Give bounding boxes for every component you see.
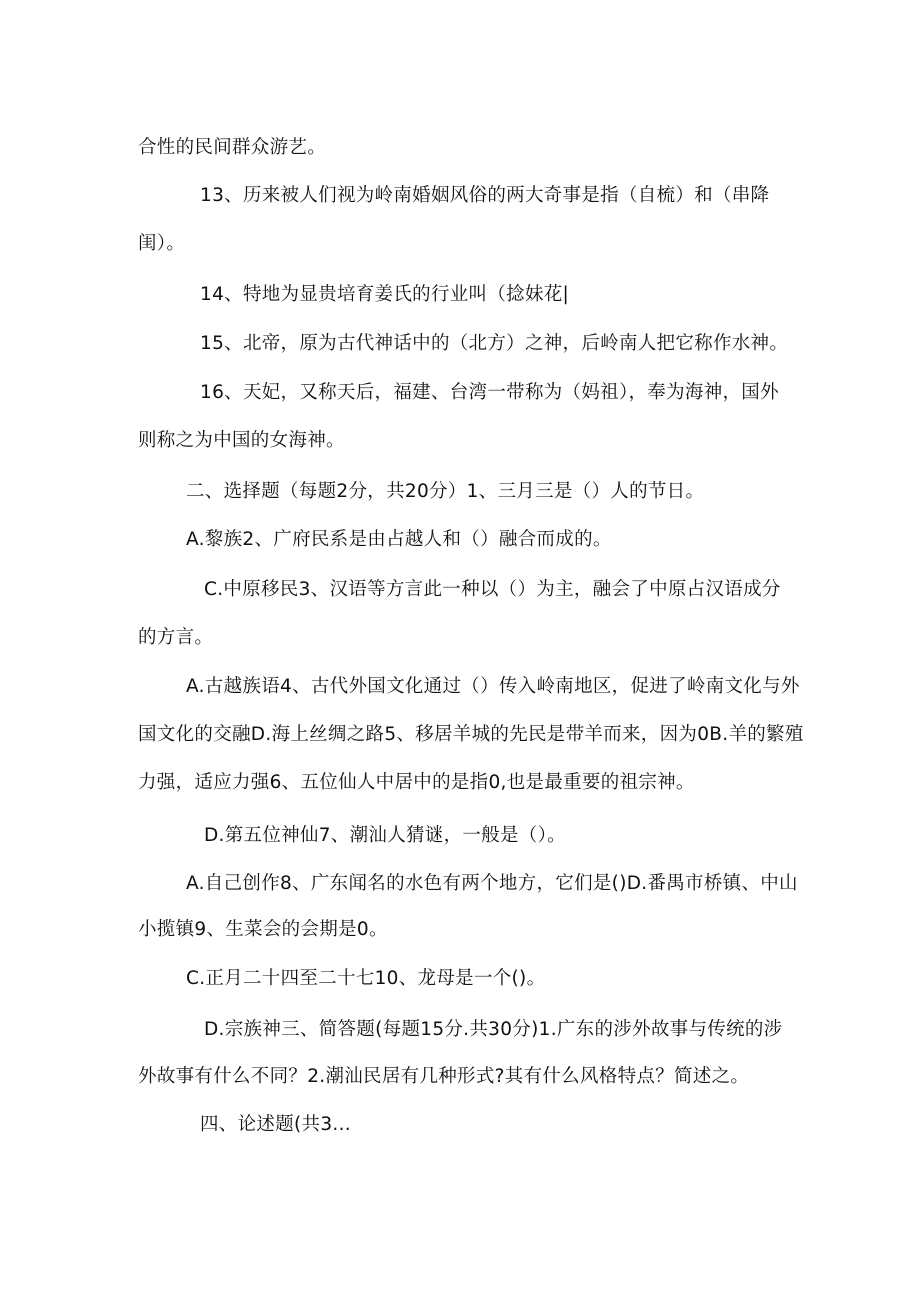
text-line-8: 二、选择题（每题2分，共20分）1、三月三是（）人的节日。: [186, 481, 705, 502]
text-line-11: 的方言。: [138, 627, 214, 648]
text-line-5: 15、北帝，原为古代神话中的（北方）之神，后岭南人把它称作水神。: [200, 333, 789, 354]
text-line-14: 力强，适应力强6、五位仙人中居中的是指0,也是最重要的祖宗神。: [138, 772, 695, 793]
text-line-13: 国文化的交融D.海上丝绸之路5、移居羊城的先民是带羊而来，因为0B.羊的繁殖: [138, 724, 804, 745]
text-line-6: 16、天妃，又称天后，福建、台湾一带称为（妈祖），奉为海神，国外: [200, 382, 779, 403]
text-line-16: A.自己创作8、广东闻名的水色有两个地方，它们是()D.番禺市桥镇、中山: [186, 873, 798, 894]
text-line-15: D.第五位神仙7、潮汕人猜谜，一般是（）。: [204, 825, 566, 846]
text-line-7: 则称之为中国的女海神。: [138, 430, 345, 451]
text-line-4: 14、特地为显贵培育姜氏的行业叫（捻妹花|: [200, 284, 570, 305]
text-line-17: 小揽镇9、生菜会的会期是0。: [138, 919, 388, 940]
text-line-3: 闺）。: [138, 233, 186, 254]
text-line-1: 合性的民间群众游艺。: [138, 137, 327, 158]
text-line-21: 四、论述题(共3...: [200, 1114, 351, 1135]
text-line-20: 外故事有什么不同？2.潮汕民居有几种形式?其有什么风格特点？简述之。: [138, 1066, 750, 1087]
text-line-18: C.正月二十四至二十七10、龙母是一个()。: [186, 968, 546, 989]
text-line-2: 13、历来被人们视为岭南婚姻风俗的两大奇事是指（自梳）和（串降: [200, 185, 770, 206]
text-line-19: D.宗族神三、简答题(每题15分.共30分)1.广东的涉外故事与传统的涉: [204, 1019, 783, 1040]
text-line-9: A.黎族2、广府民系是由占越人和（）融合而成的。: [186, 529, 612, 550]
text-line-12: A.古越族语4、古代外国文化通过（）传入岭南地区，促进了岭南文化与外: [186, 676, 800, 697]
text-line-10: C.中原移民3、汉语等方言此一种以（）为主，融会了中原占汉语成分: [204, 579, 781, 600]
